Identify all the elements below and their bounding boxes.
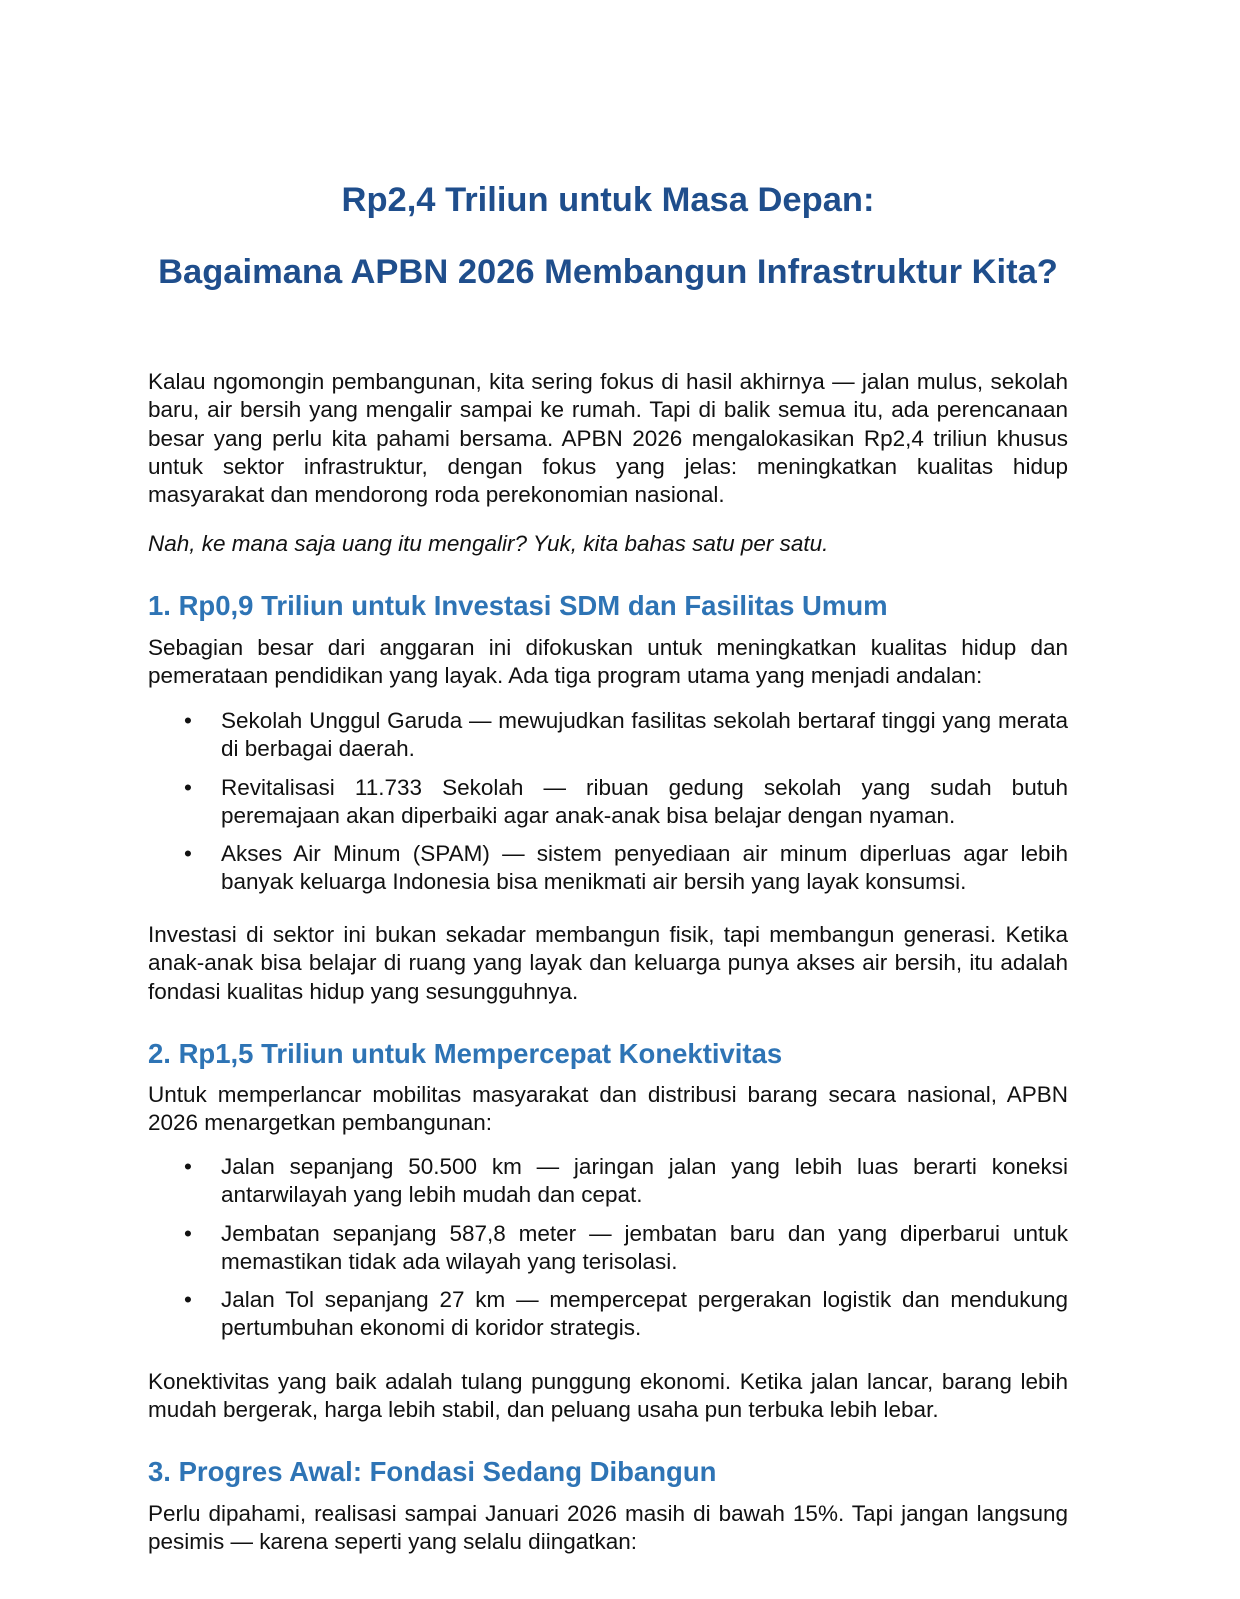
list-item — [148, 1153, 1068, 1210]
list-item-text: Revitalisasi 11.733 Sekolah — ribuan gedung sekolah yang sudah butuh peremajaan akan diperbaiki agar anak-anak bisa belajar dengan nyaman. — [221, 774, 1068, 828]
bullet-icon: • — [184, 841, 192, 867]
list-item — [148, 774, 1068, 831]
document-title-line2: Bagaimana APBN 2026 Membangun Infrastruktur Kita? — [158, 253, 1058, 291]
bullet-icon: • — [184, 1287, 192, 1313]
section-3-heading: 3. Progres Awal: Fondasi Sedang Dibangun — [148, 1456, 717, 1487]
section-2-closing: Konektivitas yang baik adalah tulang punggung ekonomi. Ketika jalan lancar, barang lebih mudah bergerak, harga lebih stabil, dan peluang usaha pun terbuka lebih lebar. — [148, 1369, 1068, 1423]
section-1-lead: Sebagian besar dari anggaran ini difokuskan untuk meningkatkan kualitas hidup dan pemerataan pendidikan yang layak. Ada tiga program utama yang menjadi andalan: — [148, 635, 1068, 689]
section-2-heading: 2. Rp1,5 Triliun untuk Mempercepat Konektivitas — [148, 1038, 783, 1069]
list-item — [148, 1286, 1068, 1343]
intro-paragraph: Kalau ngomongin pembangunan, kita sering fokus di hasil akhirnya — jalan mulus, sekolah baru, air bersih yang mengalir sampai ke rumah. Tapi di balik semua itu, ada perencanaan besar yang perlu kita pahami bersama. APBN 2026 mengalokasikan Rp2,4 triliun khusus untuk sektor infrastruktur, dengan fokus yang jelas: meningkatkan kualitas hidup masyarakat dan mendorong roda perekonomian nasional. — [148, 369, 1068, 508]
bullet-icon: • — [184, 1220, 192, 1246]
section-3-lead: Perlu dipahami, realisasi sampai Januari 2026 masih di bawah 15%. Tapi jangan langsung pesimis — karena seperti yang selalu diingatkan: — [148, 1501, 1068, 1555]
intro-italic: Nah, ke mana saja uang itu mengalir? Yuk, kita bahas satu per satu. — [148, 531, 829, 556]
document-title-line1: Rp2,4 Triliun untuk Masa Depan: — [341, 181, 875, 219]
list-item-text: Jalan Tol sepanjang 27 km — mempercepat pergerakan logistik dan mendukung pertumbuhan ekonomi di koridor strategis. — [221, 1287, 1068, 1341]
list-item — [148, 840, 1068, 897]
list-item-text: Jalan sepanjang 50.500 km — jaringan jalan yang lebih luas berarti koneksi antarwilayah yang lebih mudah dan cepat. — [221, 1154, 1068, 1208]
bullet-icon: • — [184, 774, 192, 800]
list-item — [148, 1220, 1068, 1277]
section-1-closing: Investasi di sektor ini bukan sekadar membangun fisik, tapi membangun generasi. Ketika anak-anak bisa belajar di ruang yang layak dan keluarga punya akses air bersih, itu adalah fondasi kualitas hidup yang sesungguhnya. — [148, 922, 1068, 1004]
section-2-bullet-list — [148, 1153, 1068, 1353]
section-1-heading: 1. Rp0,9 Triliun untuk Investasi SDM dan Fasilitas Umum — [148, 590, 888, 621]
list-item-text: Sekolah Unggul Garuda — mewujudkan fasilitas sekolah bertaraf tinggi yang merata di berbagai daerah. — [221, 708, 1068, 762]
section-1-bullet-list — [148, 707, 1068, 907]
list-item — [148, 707, 1068, 764]
bullet-icon: • — [184, 708, 192, 733]
list-item-text: Akses Air Minum (SPAM) — sistem penyediaan air minum diperluas agar lebih banyak keluarga Indonesia bisa menikmati air bersih yang layak konsumsi. — [221, 841, 1068, 895]
bullet-icon: • — [184, 1154, 192, 1179]
section-2-lead: Untuk memperlancar mobilitas masyarakat dan distribusi barang secara nasional, APBN 2026 menargetkan pembangunan: — [148, 1082, 1068, 1136]
list-item-text: Jembatan sepanjang 587,8 meter — jembatan baru dan yang diperbarui untuk memastikan tidak ada wilayah yang terisolasi. — [221, 1220, 1068, 1274]
